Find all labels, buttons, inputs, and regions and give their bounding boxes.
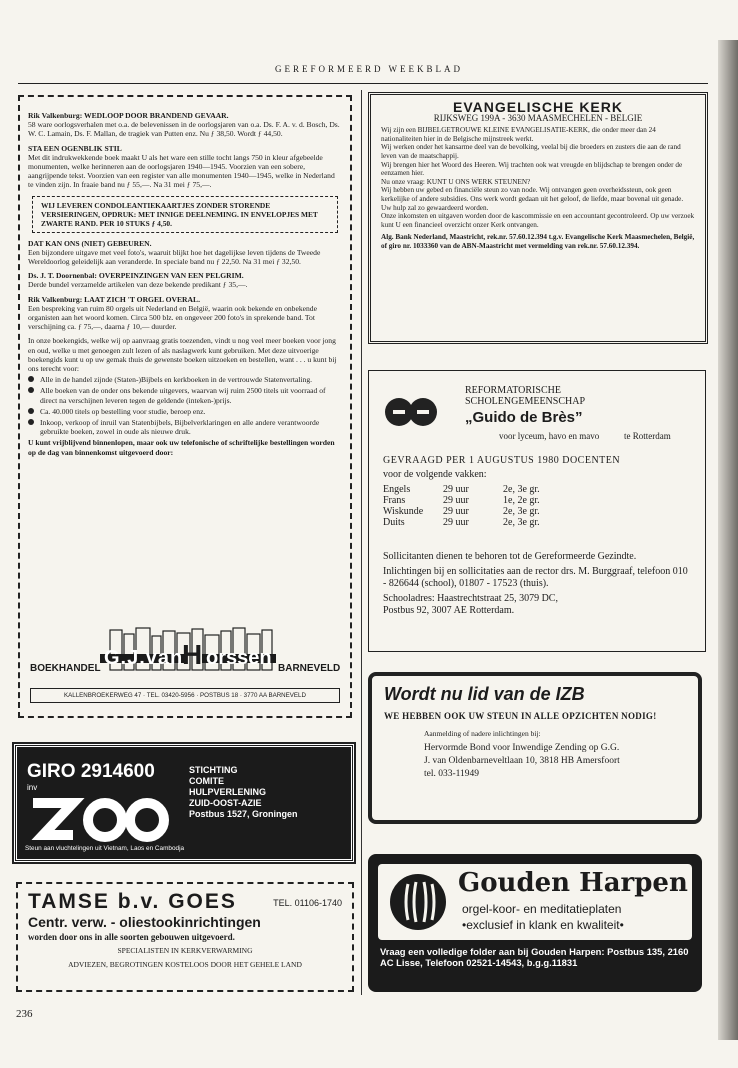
table-row: Frans 29 uur 1e, 2e gr. <box>383 495 540 506</box>
shop-address: KALLENBROEKERWEG 47 · TEL. 03420-5956 · POSTBUS 18 · 3770 AA BARNEVELD <box>30 688 340 703</box>
zoa-text: STICHTING COMITE HULPVERLENING ZUID-OOST-AZIE Postbus 1527, Groningen <box>189 765 298 819</box>
book-item <box>28 144 342 190</box>
izb-ad <box>368 672 702 824</box>
page-header: GEREFORMEERD WEEKBLAD <box>274 64 464 74</box>
list-item: Ca. 40.000 titels op bestelling voor studie, beroep enz. <box>28 407 342 416</box>
table-row: Duits 29 uur 2e, 3e gr. <box>383 517 540 528</box>
church-paragraph: Nu onze vraag: KUNT U ONS WERK STEUNEN? <box>381 177 531 186</box>
harpen-line2: •exclusief in klank en kwaliteit• <box>462 918 624 932</box>
bullet-icon <box>28 419 34 425</box>
harpen-footer: Vraag een volledige folder aan bij Gouden Harpen: Postbus 135, 2160 AC Lisse, Telefoon 02521-14543, b.g.g.11831 <box>380 946 689 968</box>
church-paragraph: Wij werken onder het kansarme deel van de bevolking, veelal bij die broeders en zusters die aan de rand leven van de maatschappij. <box>381 143 681 160</box>
zoa-logo-icon <box>29 795 169 845</box>
bullet-icon <box>28 376 34 382</box>
tamse-line1: worden door ons in alle soorten gebouwen uitgevoerd. <box>28 932 235 942</box>
page-number: 236 <box>16 1008 33 1020</box>
shop-logo <box>30 622 340 707</box>
church-ad <box>368 92 708 344</box>
harpen-panel <box>378 864 692 940</box>
book-heading: STA EEN OGENBLIK STIL <box>28 143 122 153</box>
book-text: Een bespreking van ruim 80 orgels uit Nederland en België, waarin ook bekende en onbekende organisten aan het woord komen. Circa 500 blz. en ongeveer 200 foto's in sprekende band. Tot verschijning ca. ƒ 75,—, daarna ƒ 10,— duurder. <box>28 303 317 332</box>
shop-name: G.J.van <box>100 654 187 663</box>
shop-label-left: BOEKHANDEL <box>30 663 101 674</box>
closing-text: U kunt vrijblijvend binnenlopen, maar ook uw telefonische of schriftelijke bestellingen worden op de dag van binnenkomst uitgevoerd door: <box>28 438 335 457</box>
izb-address: Hervormde Bond voor Inwendige Zending op G.G. J. van Oldenbarneveltlaan 10, 3818 HB Amersfoort tel. 033-11949 <box>424 743 620 779</box>
harpen-title: Gouden Harpen <box>458 868 688 898</box>
church-bank: Alg. Bank Nederland, Maastricht, rek.nr. 57.60.12.394 t.g.v. Evangelische Kerk Maasmechelen, België, of giro nr. 1033360 van de ABN-Maastricht met vermelding van rek.nr. 57.60.12.394. <box>381 233 695 250</box>
shop-label-right: BARNEVELD <box>278 663 341 674</box>
book-heading: DAT KAN ONS (NIET) GEBEUREN. <box>28 238 152 248</box>
book-item <box>28 271 342 289</box>
izb-title: Wordt nu lid van de IZB <box>384 684 585 704</box>
condolence-notice: WIJ LEVEREN CONDOLEANTIEKAARTJES ZONDER STORENDE VERSIERINGEN, OPDRUK: MET INNIGE DEELNEMING. IN ENVELOPJES MET ZWARTE RAND. PER 10 STUKS ƒ 4,50. <box>32 196 338 233</box>
tamse-tel: TEL. 01106-1740 <box>273 898 342 908</box>
tamse-name: TAMSE b.v. GOES <box>28 890 237 913</box>
tamse-line3: ADVIEZEN, BEGROTINGEN KOSTELOOS DOOR HET GEHELE LAND <box>68 960 302 969</box>
book-text: Met dit indrukwekkende boek maakt U als het ware een stille tocht langs 750 in kleur afgebeelde monumenten, welke herinneren aan de oorlogsjaren 1940—1945. Voorzien van een sobere, aangrijpende tekst. Voorzien van een register van alle monumenten 1940—1945, welke in Nederland te vinden zijn. In fraaie band nu ƒ 55,—. Na 31 mei ƒ 75,—. <box>28 152 335 190</box>
header-rule <box>18 83 708 84</box>
book-item <box>28 111 342 139</box>
zoa-ad <box>14 744 354 862</box>
shop-name-rest: orssen <box>202 654 276 663</box>
church-paragraph: Wij brengen hier het Woord des Heeren. Wij trachten ook wat vreugde en blijdschap te brengen onder de eenzamen hier. <box>381 160 683 178</box>
book-heading: Ds. J. T. Doornenbal: OVERPEINZINGEN VAN EEN PELGRIM. <box>28 271 244 281</box>
church-address: RIJKSWEG 199A - 3630 MAASMECHELEN - BELGIE <box>433 112 643 123</box>
list-item: Alle boeken van de onder ons bekende uitgevers, waarvan wij ruim 2500 titels uit voorraad of direct na verschijnen leveren tegen de geldende (inteken-)prijs. <box>28 386 342 404</box>
bullet-icon <box>28 387 34 393</box>
tamse-line2: SPECIALISTEN IN KERKVERWARMING <box>117 946 253 955</box>
book-heading: Rik Valkenburg: WEDLOOP DOOR BRANDEND GEVAAR. <box>28 111 229 120</box>
giro-number: GIRO 2914600 <box>27 761 155 782</box>
column-divider <box>361 90 362 995</box>
shop-name-initial: H <box>182 639 203 670</box>
school-text: Sollicitanten dienen te behoren tot de Gereformeerde Gezindte. Inlichtingen bij en sollicitaties aan de rector drs. M. Burggraaf, telefoon 010 - 826644 (school), 01807 - 17523 (thuis). Schooladres: Haastrechtstraat 25, 3079 DC, Postbus 92, 3007 AE Rotterdam. <box>383 551 688 616</box>
school-ad <box>368 370 706 652</box>
tamse-sub: Centr. verw. - oliestookinrichtingen <box>28 914 261 930</box>
bookstore-ad <box>18 95 352 718</box>
church-title: EVANGELISCHE KERK <box>453 99 623 115</box>
page-edge <box>718 40 738 1040</box>
book-item <box>28 295 342 332</box>
school-sub: voor lyceum, havo en mavo <box>499 431 600 441</box>
harpen-line1: orgel-koor- en meditatieplaten <box>462 902 622 916</box>
subjects-intro: voor de volgende vakken: <box>383 469 487 480</box>
harp-icon <box>386 870 450 934</box>
subjects-table <box>383 484 550 528</box>
book-item <box>28 239 342 267</box>
school-logo-icon <box>383 391 439 433</box>
church-paragraph: Uw hulp zal zo gewaardeerd worden. <box>381 203 489 212</box>
school-name: „Guido de Brès” <box>465 409 583 426</box>
zoa-footer: Steun aan vluchtelingen uit Vietnam, Laos en Cambodja <box>25 845 185 852</box>
izb-small: Aanmelding of nadere inlichtingen bij: <box>424 729 541 738</box>
book-text: Een bijzondere uitgave met veel foto's, waaruit blijkt hoe het dagelijkse leven tijdens de Tweede Wereldoorlog geleidelijk aan veranderde. In speciale band nu ƒ 22,50. Na 31 mei ƒ 32,50. <box>28 247 321 267</box>
bullet-icon <box>28 408 34 414</box>
book-text: 58 ware oorlogsverhalen met o.a. de belevenissen in de oorlogsjaren van o.a. Ds. F. A. v. d. Bosch, Ds. W. C. Lamain, Ds. F. Mallan, de tragiek van Putten enz. Nu ƒ 38,50. Wordt ƒ 44,50. <box>28 120 340 139</box>
list-item: Alle in de handel zijnde (Staten-)Bijbels en kerkboeken in de vertrouwde Statenvertaling. <box>28 375 342 384</box>
list-item: Inkoop, verkoop of inruil van Statenbijbels, Bijbelverklaringen en alle andere verantwoorde gebruikte boeken, zowel in oude als nieuwe druk. <box>28 418 342 436</box>
school-header: REFORMATORISCHE SCHOLENGEMEENSCHAP <box>465 385 586 407</box>
table-row: Wiskunde 29 uur 2e, 3e gr. <box>383 506 540 517</box>
book-heading: Rik Valkenburg: LAAT ZICH 'T ORGEL OVERAL. <box>28 294 200 304</box>
izb-text: WE HEBBEN OOK UW STEUN IN ALLE OPZICHTEN NODIG! <box>384 711 657 721</box>
table-row: Engels 29 uur 2e, 3e gr. <box>383 484 540 495</box>
church-paragraph: Wij hebben uw gebed en financiële steun zo van node. Wij ontvangen geen overheidssteun, ook geen kerkelijke of andere subsidies. Ons werk wordt gedaan uit het geloof, de liefde, maar bovenal uit genade. <box>381 186 684 203</box>
school-wanted: GEVRAAGD PER 1 AUGUSTUS 1980 DOCENTEN <box>383 455 621 466</box>
school-city: te Rotterdam <box>624 431 671 441</box>
church-paragraph: Wij zijn een BIJBELGETROUWE KLEINE EVANGELISATIE-KERK, die onder meer dan 24 nationaliteiten hier in de Belgische mijnstreek werkt. <box>381 126 656 143</box>
service-list <box>28 375 342 436</box>
giro-inv: inv <box>27 783 38 792</box>
catalog-intro: In onze boekengids, welke wij op aanvraag gratis toezenden, vindt u nog veel meer boeken voor jong en oud, welke u met genoegen zult lezen of als naslagwerk kunt gebruiken. Met deze uitvoerige boekengids kunt u op uw gemak thuis de gewenste boeken uitzoeken en bestellen, want . . . u kunt bij ons terecht voor: <box>28 336 337 374</box>
harpen-ad <box>368 854 702 992</box>
book-text: Derde bundel verzamelde artikelen van deze bekende predikant ƒ 35,—. <box>28 280 248 290</box>
church-paragraph: Onze inkomsten en uitgaven worden door de kascommissie en een accountant gecontroleerd. Op uw verzoek kunt U een financieel overzicht onzer Kerk ontvangen. <box>381 212 695 229</box>
tamse-ad <box>16 882 354 992</box>
